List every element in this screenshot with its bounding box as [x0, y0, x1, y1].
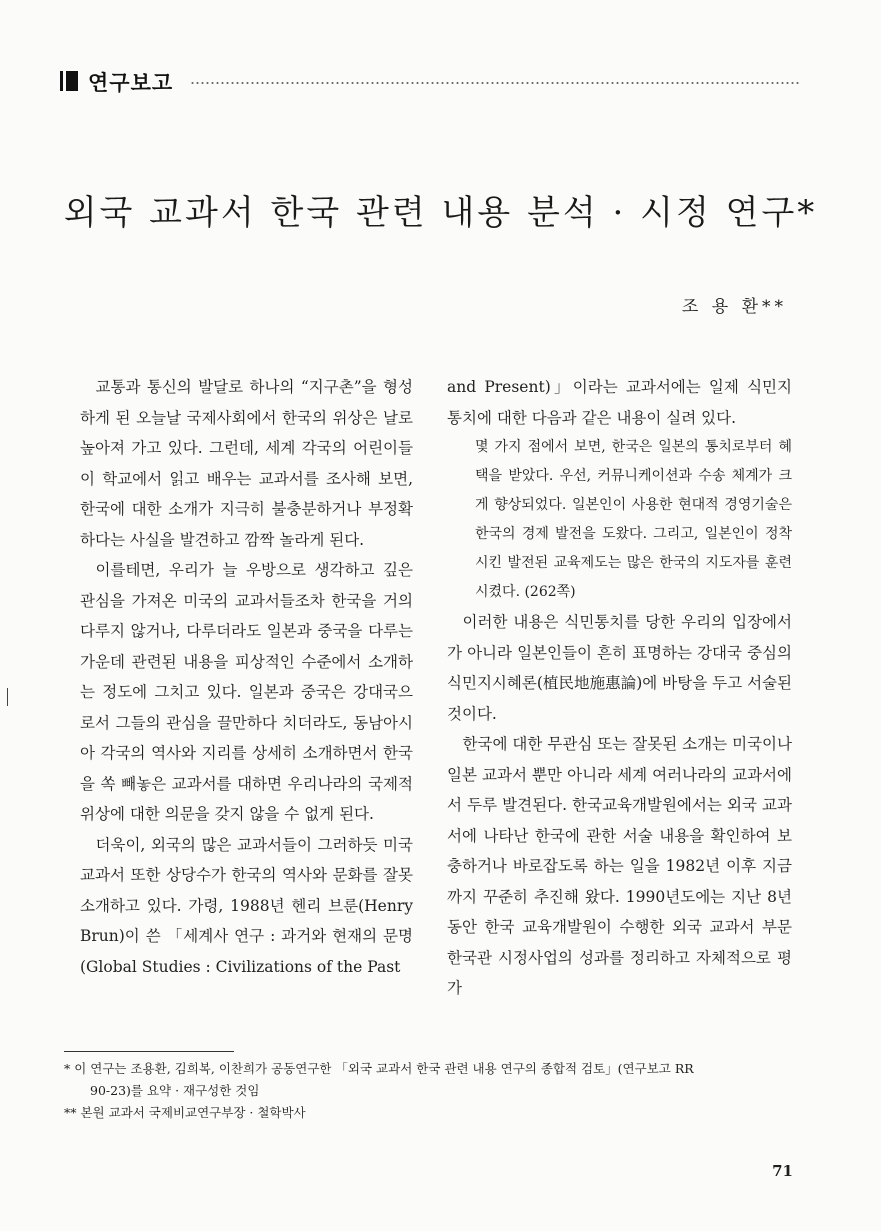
right-column	[447, 372, 792, 1004]
header-block-icon	[66, 71, 78, 91]
footnote: * 이 연구는 조용환, 김희복, 이찬희가 공동연구한 「외국 교과서 한국 관련 내용 연구의 종합적 검토」(연구보고 RR	[64, 1061, 694, 1076]
header-dotted-rule	[190, 81, 800, 85]
author-name: 조 용 환**	[681, 297, 787, 317]
margin-mark	[7, 688, 8, 706]
left-column	[80, 372, 413, 982]
footnotes	[64, 1058, 794, 1124]
header-bar	[60, 71, 63, 91]
body-paragraph: 한국에 대한 무관심 또는 잘못된 소개는 미국이나 일본 교과서 뿐만 아니라 세계 여러나라의 교과서에서 두루 발견된다. 한국교육개발원에서는 외국 교과서에 나타난 한국에 관한 서술 내용을 확인하여 보충하거나 바로잡도록 하는 일을 1982년 이후 지금까지 꾸준히 추진해 왔다. 1990년도에는 지난 8년 동안 한국 교육개발원이 수행한 외국 교과서 부문 한국관 시정사업의 성과를 정리하고 자체적으로 평가	[447, 735, 792, 997]
article-title: 외국 교과서 한국 관련 내용 분석 · 시정 연구*	[63, 193, 818, 233]
footnote-rule	[64, 1051, 234, 1052]
body-paragraph: 이를테면, 우리가 늘 우방으로 생각하고 깊은 관심을 가져온 미국의 교과서들조차 한국을 거의 다루지 않거나, 다루더라도 일본과 중국을 다루는 가운데 관련된 내용을 피상적인 수준에서 소개하는 정도에 그치고 있다. 일본과 중국은 강대국으로서 그들의 관심을 끌만하다 치더라도, 동남아시아 각국의 역사와 지리를 상세히 소개하면서 한국을 쏙 빼놓은 교과서를 대하면 우리나라의 국제적 위상에 대한 의문을 갖지 않을 수 없게 된다.	[80, 561, 413, 823]
footnote-continuation: 90-23)를 요약 · 재구성한 것임	[90, 1083, 260, 1098]
footnote: ** 본원 교과서 국제비교연구부장 · 철학박사	[64, 1105, 306, 1120]
body-paragraph: 이러한 내용은 식민통치를 당한 우리의 입장에서가 아니라 일본인들이 흔히 표명하는 강대국 중심의 식민지시혜론(植民地施惠論)에 바탕을 두고 서술된 것이다.	[447, 613, 792, 723]
section-header	[60, 66, 800, 96]
section-label: 연구보고	[88, 71, 174, 95]
block-quote: 몇 가지 점에서 보면, 한국은 일본의 통치로부터 혜택을 받았다. 우선, 커뮤니케이션과 수송 체계가 크게 향상되었다. 일본인이 사용한 현대적 경영기술은 한국의 경제 발전을 도왔다. 그리고, 일본인이 정착시킨 발전된 교육제도는 많은 한국의 지도자를 훈련시켰다. (262쪽)	[475, 439, 792, 600]
body-paragraph-continuation: and Present)」이라는 교과서에는 일제 식민지 통치에 대한 다음과 같은 내용이 실려 있다.	[447, 378, 792, 427]
body-paragraph: 더욱이, 외국의 많은 교과서들이 그러하듯 미국 교과서 또한 상당수가 한국의 역사와 문화를 잘못 소개하고 있다. 가령, 1988년 헨리 브룬(Henry Brun)이 쓴 「세계사 연구 : 과거와 현재의 문명(Global Studies : Civilizations of the Past	[80, 835, 413, 976]
page-number: 71	[772, 1162, 793, 1180]
body-paragraph: 교통과 통신의 발달로 하나의 “지구촌”을 형성하게 된 오늘날 국제사회에서 한국의 위상은 날로 높아져 가고 있다. 그런데, 세계 각국의 어린이들이 학교에서 읽고 배우는 교과서를 조사해 보면, 한국에 대한 소개가 지극히 불충분하거나 부정확하다는 사실을 발견하고 깜짝 놀라게 된다.	[80, 378, 413, 549]
